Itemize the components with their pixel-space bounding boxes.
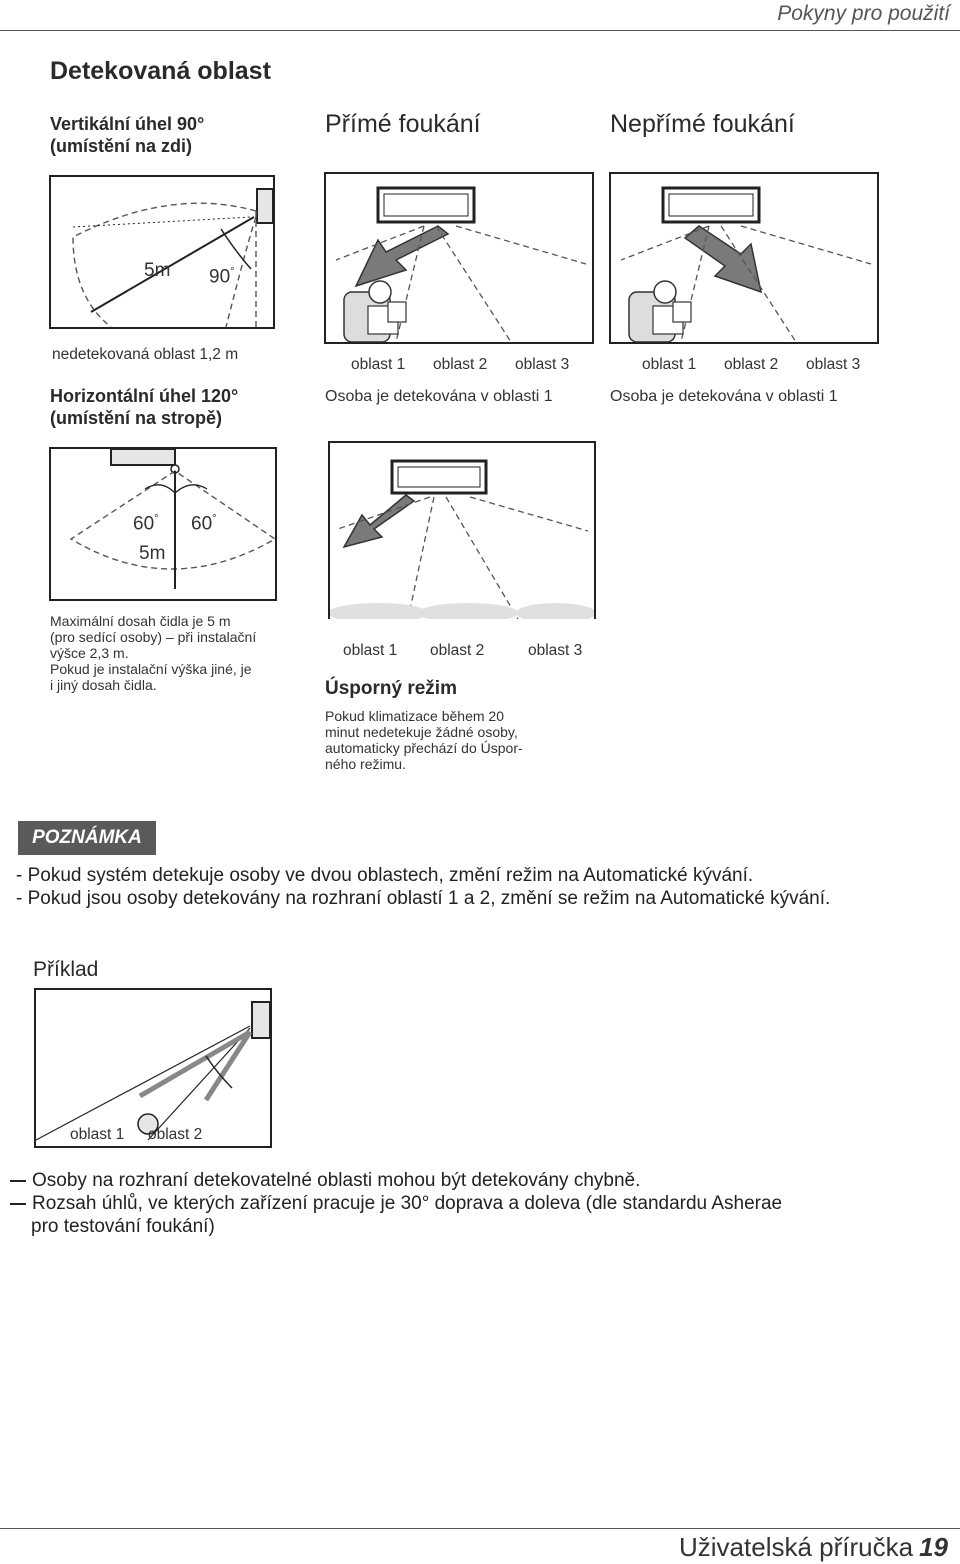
sensor-note-line: výšce 2,3 m. bbox=[50, 645, 129, 661]
sensor-note-line: Pokud je instalační výška jiné, je bbox=[50, 661, 252, 677]
vertical-angle-label: Vertikální úhel 90° bbox=[50, 114, 205, 134]
horizontal-angle-sublabel: (umístění na stropě) bbox=[50, 408, 223, 428]
footer bbox=[679, 1532, 948, 1563]
sensor-note-line: Maximální dosah čidla je 5 m bbox=[50, 613, 231, 629]
header-title: Pokyny pro použití bbox=[777, 2, 950, 25]
direct-blow-title: Přímé foukání bbox=[325, 110, 481, 138]
indirect-zone-2: oblast 2 bbox=[724, 356, 779, 373]
vertical-angle-sublabel: (umístění na zdi) bbox=[50, 136, 193, 156]
example-zone-1: oblast 1 bbox=[70, 1126, 125, 1143]
sensor-note-line: i jiný dosah čidla. bbox=[50, 677, 157, 693]
dash-icon bbox=[10, 1203, 26, 1205]
saving-mode-diagram bbox=[328, 441, 596, 619]
example-bullet-text: Osoby na rozhraní detekovatelné oblasti mohou být detekovány chybně. bbox=[32, 1170, 641, 1191]
wall-unit-icon bbox=[257, 189, 273, 223]
page-number: 19 bbox=[919, 1532, 948, 1562]
direct-zone-1: oblast 1 bbox=[351, 356, 406, 373]
header-rule bbox=[0, 30, 960, 31]
air-flow-arrow-icon bbox=[344, 495, 414, 547]
footer-rule bbox=[0, 1528, 960, 1529]
air-flow-arrow-icon bbox=[685, 226, 761, 292]
indirect-zone-1: oblast 1 bbox=[642, 356, 697, 373]
example-diagram bbox=[34, 988, 272, 1148]
undetected-area-label: nedetekovaná oblast 1,2 m bbox=[52, 346, 239, 363]
vertical-angle-value: 90° bbox=[209, 266, 235, 288]
seated-person-icon bbox=[629, 281, 691, 342]
sensor-note bbox=[50, 613, 256, 693]
example-bullet-1 bbox=[10, 1170, 640, 1192]
footer-title: Uživatelská příručka bbox=[679, 1532, 914, 1562]
example-zone-2: oblast 2 bbox=[148, 1126, 203, 1143]
saving-zone-2: oblast 2 bbox=[430, 642, 485, 659]
indirect-blow-title: Nepřímé foukání bbox=[610, 110, 795, 138]
section-title: Detekovaná oblast bbox=[50, 57, 271, 85]
horizontal-angle-diagram bbox=[49, 447, 277, 601]
direct-blow-diagram bbox=[324, 172, 594, 344]
indirect-zone-3: oblast 3 bbox=[806, 356, 861, 373]
horizontal-angle-label: Horizontální úhel 120° bbox=[50, 386, 239, 406]
direct-caption: Osoba je detekována v oblasti 1 bbox=[325, 388, 553, 405]
dash-icon bbox=[10, 1180, 26, 1182]
note-line-1: - Pokud systém detekuje osoby ve dvou oblastech, změní režim na Automatické kývání. bbox=[16, 865, 754, 886]
ceiling-unit-icon bbox=[111, 449, 175, 465]
direct-zone-2: oblast 2 bbox=[433, 356, 488, 373]
saving-zone-3: oblast 3 bbox=[528, 642, 583, 659]
example-title: Příklad bbox=[33, 958, 99, 981]
horizontal-angle-left: 60° bbox=[133, 513, 159, 535]
example-bullet-2 bbox=[10, 1193, 782, 1215]
saving-text-line: ného režimu. bbox=[325, 756, 406, 772]
note-line-2: - Pokud jsou osoby detekovány na rozhraní oblastí 1 a 2, změní se režim na Automatické kývání. bbox=[16, 888, 831, 909]
horizontal-angle-right: 60° bbox=[191, 513, 217, 535]
indirect-blow-diagram bbox=[609, 172, 879, 344]
example-bullet-text: Rozsah úhlů, ve kterých zařízení pracuje je 30° doprava a doleva (dle standardu Asherae bbox=[32, 1193, 783, 1214]
saving-zone-1: oblast 1 bbox=[343, 642, 398, 659]
wall-unit-icon bbox=[252, 1002, 270, 1038]
vertical-angle-diagram bbox=[49, 175, 275, 329]
saving-mode-text bbox=[325, 708, 523, 772]
indirect-caption: Osoba je detekována v oblasti 1 bbox=[610, 388, 838, 405]
example-bullet-2-cont: pro testování foukání) bbox=[31, 1216, 215, 1237]
seated-person-icon bbox=[344, 281, 406, 342]
sensor-note-line: (pro sedící osoby) – při instalační bbox=[50, 629, 257, 645]
saving-text-line: automaticky přechází do Úspor- bbox=[325, 740, 523, 756]
note-badge: POZNÁMKA bbox=[18, 821, 156, 855]
saving-text-line: minut nedetekuje žádné osoby, bbox=[325, 724, 518, 740]
vertical-distance-label: 5m bbox=[144, 260, 171, 281]
horizontal-distance-label: 5m bbox=[139, 543, 166, 564]
saving-mode-title: Úsporný režim bbox=[325, 678, 457, 699]
direct-zone-3: oblast 3 bbox=[515, 356, 570, 373]
saving-text-line: Pokud klimatizace během 20 bbox=[325, 708, 504, 724]
